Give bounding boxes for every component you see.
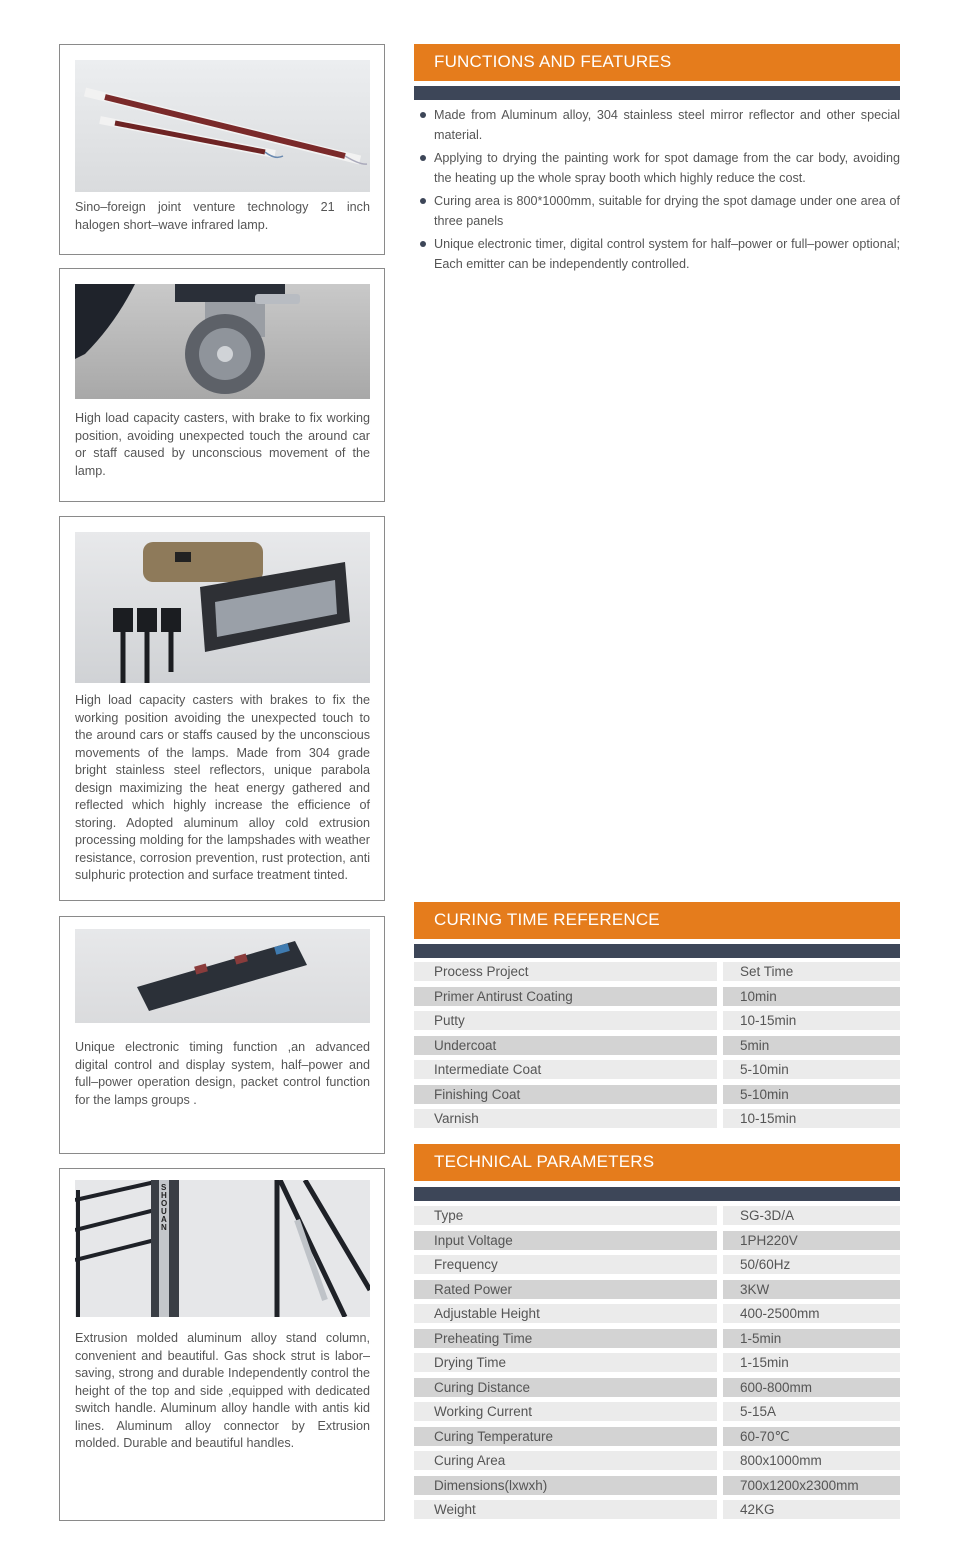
table-cell: Undercoat: [414, 1036, 717, 1055]
bullet-text: Curing area is 800*1000mm, suitable for drying the spot damage under one area of three panels: [434, 194, 900, 228]
table-cell: 10-15min: [723, 1011, 900, 1030]
curing-divider-bar: [414, 944, 900, 958]
curing-table: [414, 960, 900, 1132]
table-cell: Varnish: [414, 1109, 717, 1128]
control-panel-image: [75, 929, 370, 1023]
brand-text: SHOUAN: [161, 1183, 168, 1232]
table-row: [414, 1474, 900, 1499]
section-title: FUNCTIONS AND FEATURES: [434, 52, 672, 71]
functions-divider-bar: [414, 86, 900, 100]
table-row: [414, 1498, 900, 1523]
bullet-text: Applying to drying the painting work for spot damage from the car body, avoiding the heating up the whole spray booth which highly reduce the cost.: [434, 151, 900, 185]
table-cell: 5-10min: [723, 1085, 900, 1104]
table-row: [414, 1425, 900, 1450]
stand-column-image: [75, 1180, 370, 1317]
table-cell: Dimensions(lxwxh): [414, 1476, 717, 1495]
table-cell: 1-15min: [723, 1353, 900, 1372]
table-row: [414, 1351, 900, 1376]
table-cell: Rated Power: [414, 1280, 717, 1299]
section-title: TECHNICAL PARAMETERS: [434, 1152, 655, 1171]
bullet-text: Made from Aluminum alloy, 304 stainless steel mirror reflector and other special material.: [434, 108, 900, 142]
table-cell: Process Project: [414, 962, 717, 981]
table-cell: Drying Time: [414, 1353, 717, 1372]
list-item: [414, 234, 900, 274]
table-row: [414, 1229, 900, 1254]
table-cell: 800x1000mm: [723, 1451, 900, 1470]
feature-text: Unique electronic timing function ,an advanced digital control and display system, half–power and full–power operation design, packet control function for the lamps groups .: [75, 1040, 370, 1107]
table-cell: Preheating Time: [414, 1329, 717, 1348]
curing-header: [414, 902, 900, 939]
table-cell: 5-15A: [723, 1402, 900, 1421]
table-cell: SG-3D/A: [723, 1206, 900, 1225]
table-row: [414, 1204, 900, 1229]
feature-card-lamp-heads: [59, 516, 385, 901]
table-cell: 10min: [723, 987, 900, 1006]
lamp-heads-image: [75, 532, 370, 683]
table-row: [414, 1449, 900, 1474]
table-cell: 42KG: [723, 1500, 900, 1519]
feature-text: Sino–foreign joint venture technology 21 inch halogen short–wave infrared lamp.: [75, 200, 370, 232]
bullet-icon: [420, 198, 426, 204]
feature-text: Extrusion molded aluminum alloy stand column, convenient and beautiful. Gas shock strut is labor–saving, strong and durable Independently control the height of the top and side ,equipped with dedicated switch handle. Aluminum alloy handle with antis kid lines. Aluminum alloy connector by Extrusion molded. Durable and beautiful handles.: [75, 1331, 370, 1450]
table-row: [414, 1034, 900, 1059]
technical-divider-bar: [414, 1187, 900, 1201]
table-cell: Putty: [414, 1011, 717, 1030]
table-cell: 3KW: [723, 1280, 900, 1299]
bullet-icon: [420, 241, 426, 247]
lamp-tubes-image: [75, 60, 370, 192]
table-cell: Finishing Coat: [414, 1085, 717, 1104]
table-cell: Frequency: [414, 1255, 717, 1274]
table-row: [414, 960, 900, 985]
feature-card-caster: [59, 268, 385, 502]
table-row: [414, 1278, 900, 1303]
table-cell: Primer Antirust Coating: [414, 987, 717, 1006]
table-row: [414, 1376, 900, 1401]
technical-header: [414, 1144, 900, 1181]
table-row: [414, 1253, 900, 1278]
section-title: CURING TIME REFERENCE: [434, 910, 660, 929]
table-row: [414, 1302, 900, 1327]
table-cell: Input Voltage: [414, 1231, 717, 1250]
table-row: [414, 1009, 900, 1034]
bullet-text: Unique electronic timer, digital control system for half–power or full–power optional; Each emitter can be independently controlled.: [434, 237, 900, 271]
list-item: [414, 105, 900, 145]
table-row: [414, 1083, 900, 1108]
table-cell: Curing Temperature: [414, 1427, 717, 1446]
table-cell: 10-15min: [723, 1109, 900, 1128]
functions-list: [414, 105, 900, 277]
feature-card-control: [59, 916, 385, 1154]
table-cell: 60-70℃: [723, 1427, 900, 1446]
table-cell: Adjustable Height: [414, 1304, 717, 1323]
technical-table: [414, 1204, 900, 1523]
feature-text: High load capacity casters, with brake to fix working position, avoiding unexpected touch the around car or staff caused by unconscious movement of the lamp.: [75, 411, 370, 478]
table-cell: Curing Area: [414, 1451, 717, 1470]
table-cell: 600-800mm: [723, 1378, 900, 1397]
table-row: [414, 985, 900, 1010]
table-cell: Working Current: [414, 1402, 717, 1421]
table-cell: 5min: [723, 1036, 900, 1055]
table-row: [414, 1058, 900, 1083]
list-item: [414, 191, 900, 231]
table-cell: Set Time: [723, 962, 900, 981]
table-cell: 50/60Hz: [723, 1255, 900, 1274]
table-cell: Weight: [414, 1500, 717, 1519]
feature-card-stand: [59, 1168, 385, 1521]
table-cell: Curing Distance: [414, 1378, 717, 1397]
table-cell: 400-2500mm: [723, 1304, 900, 1323]
bullet-icon: [420, 155, 426, 161]
table-cell: 5-10min: [723, 1060, 900, 1079]
feature-text: High load capacity casters with brakes to fix the working position avoiding the unexpected touch to the around cars or staffs caused by the unconscious movements of the lamps. Made from 304 grade bright stainless steel reflectors, unique parabola design maximizing the heat energy gathered and reflected which highly increase the efficience of storing. Adopted aluminum alloy cold extrusion processing molding for the lampshades with weather resistance, corrosion prevention, rust protection, anti sulphuric protection and surface treatment tinted.: [75, 693, 370, 882]
caster-image: [75, 284, 370, 399]
bullet-icon: [420, 112, 426, 118]
table-row: [414, 1400, 900, 1425]
table-cell: 700x1200x2300mm: [723, 1476, 900, 1495]
list-item: [414, 148, 900, 188]
table-row: [414, 1107, 900, 1132]
table-cell: 1PH220V: [723, 1231, 900, 1250]
feature-card-lamp: [59, 44, 385, 255]
table-cell: Intermediate Coat: [414, 1060, 717, 1079]
table-cell: Type: [414, 1206, 717, 1225]
functions-header: [414, 44, 900, 81]
table-cell: 1-5min: [723, 1329, 900, 1348]
table-row: [414, 1327, 900, 1352]
